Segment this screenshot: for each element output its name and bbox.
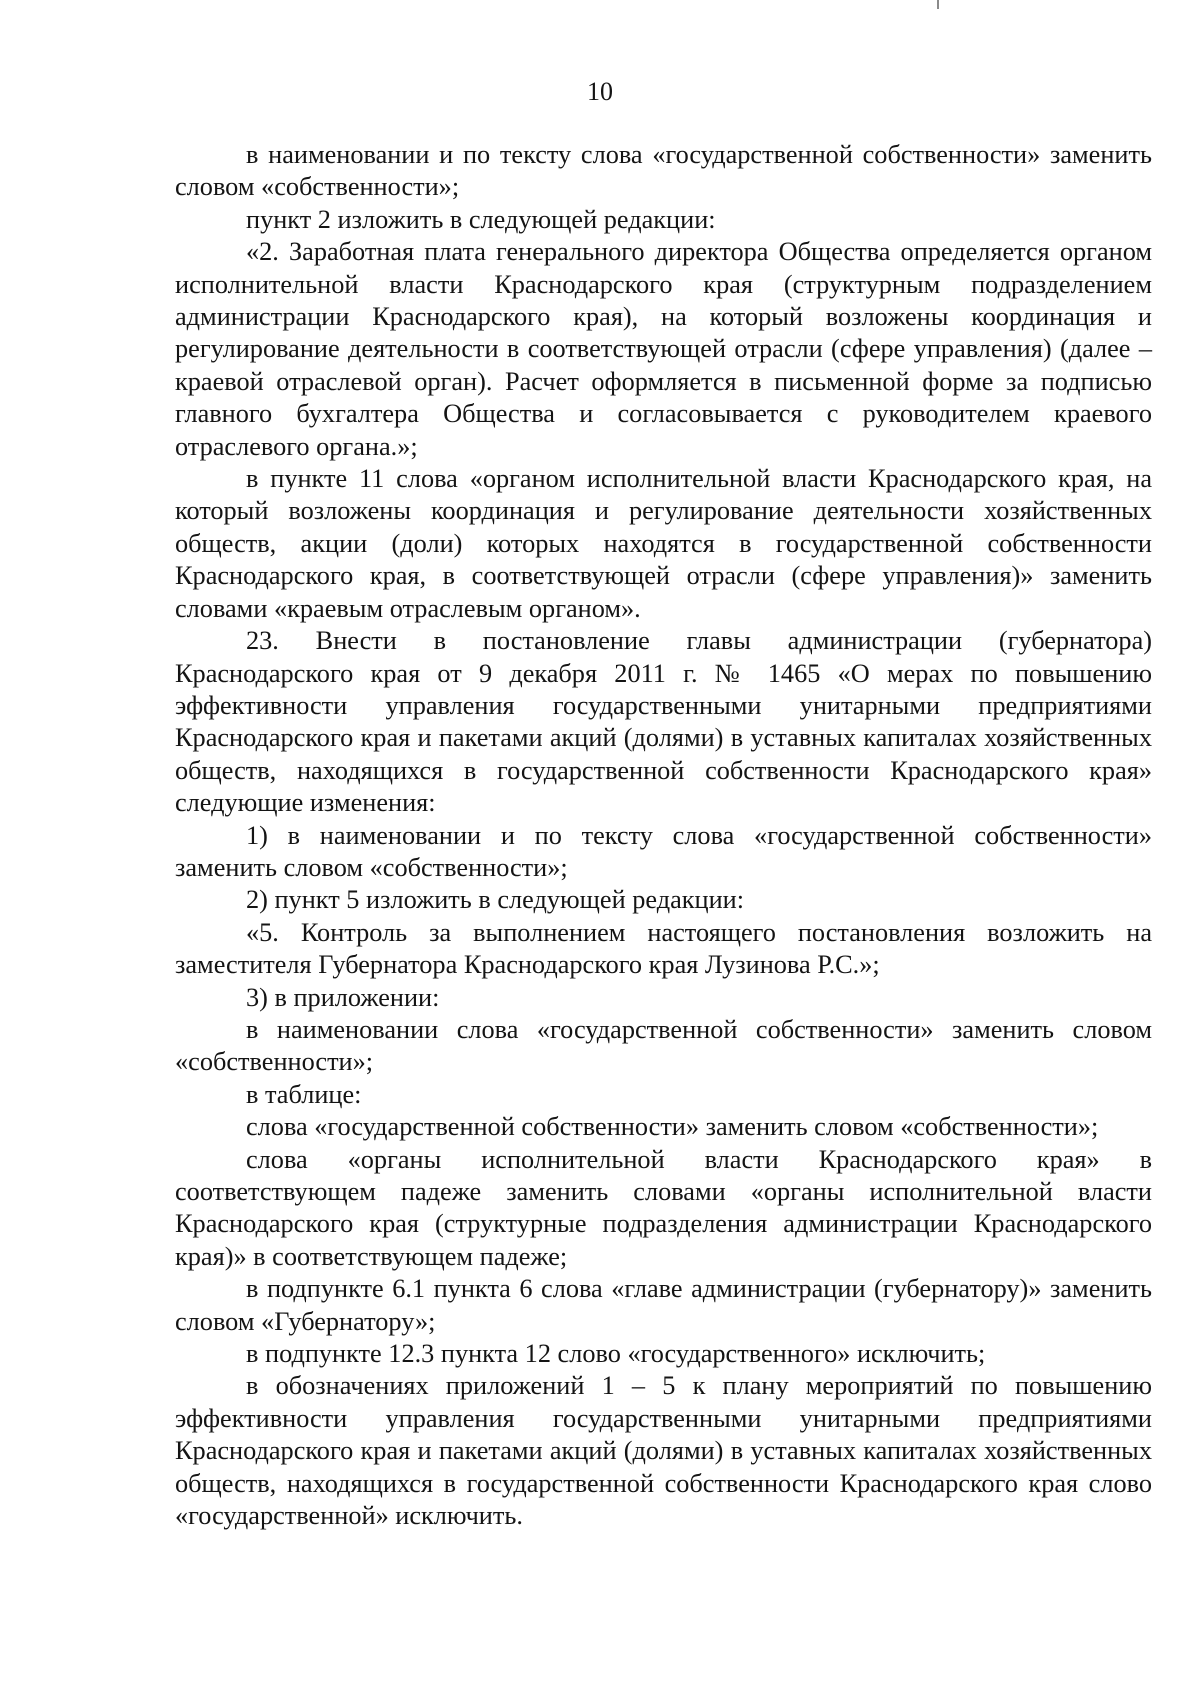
page-number: 10 [587,77,613,106]
paragraph: в пункте 11 слова «органом исполнительной власти Краснодарского края, на который возложены координация и регулирование деятельности хозяйственных обществ, акции (доли) которых находятся в государственной собственности Краснодарского края, в соответствующей отрасли (сфере управления)» заменить словами «краевым отраслевым органом». [175,464,1152,623]
document-body [175,139,1152,1532]
paragraph: в наименовании и по тексту слова «государственной собственности» заменить словом «собственности»; [175,140,1152,202]
paragraph: в подпункте 12.3 пункта 12 слово «государственного» исключить; [246,1339,986,1369]
paragraph: в подпункте 6.1 пункта 6 слова «главе администрации (губернатору)» заменить словом «Губернатору»; [175,1274,1152,1336]
paragraph: пункт 2 изложить в следующей редакции: [246,204,716,234]
paragraph: 3) в приложении: [246,982,440,1012]
paragraph: в наименовании слова «государственной собственности» заменить словом «собственности»; [175,1014,1152,1077]
paragraph: 2) пункт 5 изложить в следующей редакции: [246,885,745,915]
paragraph: 23. Внести в постановление главы администрации (губернатора) Краснодарского края от 9 декабря 2011 г. № 1465 «О мерах по повышению эффективности управления государственными унитарными предприятиями Краснодарского края и пакетами акций (долями) в уставных капиталах хозяйственных обществ, находящихся в государственной собственности Краснодарского края» следующие изменения: [175,626,1152,818]
paragraph: в таблице: [246,1079,362,1109]
paragraph: в обозначениях приложений 1 – 5 к плану мероприятий по повышению эффективности управления государственными унитарными предприятиями Краснодарского края и пакетами акций (долями) в уставных капиталах хозяйственных обществ, находящихся в государственной собственности Краснодарского края слово «государственной» исключить. [175,1371,1152,1531]
paragraph: 1) в наименовании и по тексту слова «государственной собственности» заменить словом «собственности»; [175,820,1152,882]
paragraph: слова «органы исполнительной власти Краснодарского края» в соответствующем падеже заменить словами «органы исполнительной власти Краснодарского края (структурные подразделения администрации Краснодарского края)» в соответствующем падеже; [175,1144,1152,1271]
paragraph: «5. Контроль за выполнением настоящего постановления возложить на заместителя Губернатора Краснодарского края Лузинова Р.С.»; [175,917,1152,980]
paragraph: «2. Заработная плата генерального директора Общества определяется органом исполнительной власти Краснодарского края (структурным подразделением администрации Краснодарского края), на который возложены координация и регулирование деятельности в соответствующей отрасли (сфере управления) (далее – краевой отраслевой орган). Расчет оформляется в письменной форме за подписью главного бухгалтера Общества и согласовывается с руководителем краевого отраслевого органа.»; [175,237,1152,461]
paragraph: слова «государственной собственности» заменить словом «собственности»; [246,1112,1099,1142]
scan-artifact-mark [937,0,939,9]
